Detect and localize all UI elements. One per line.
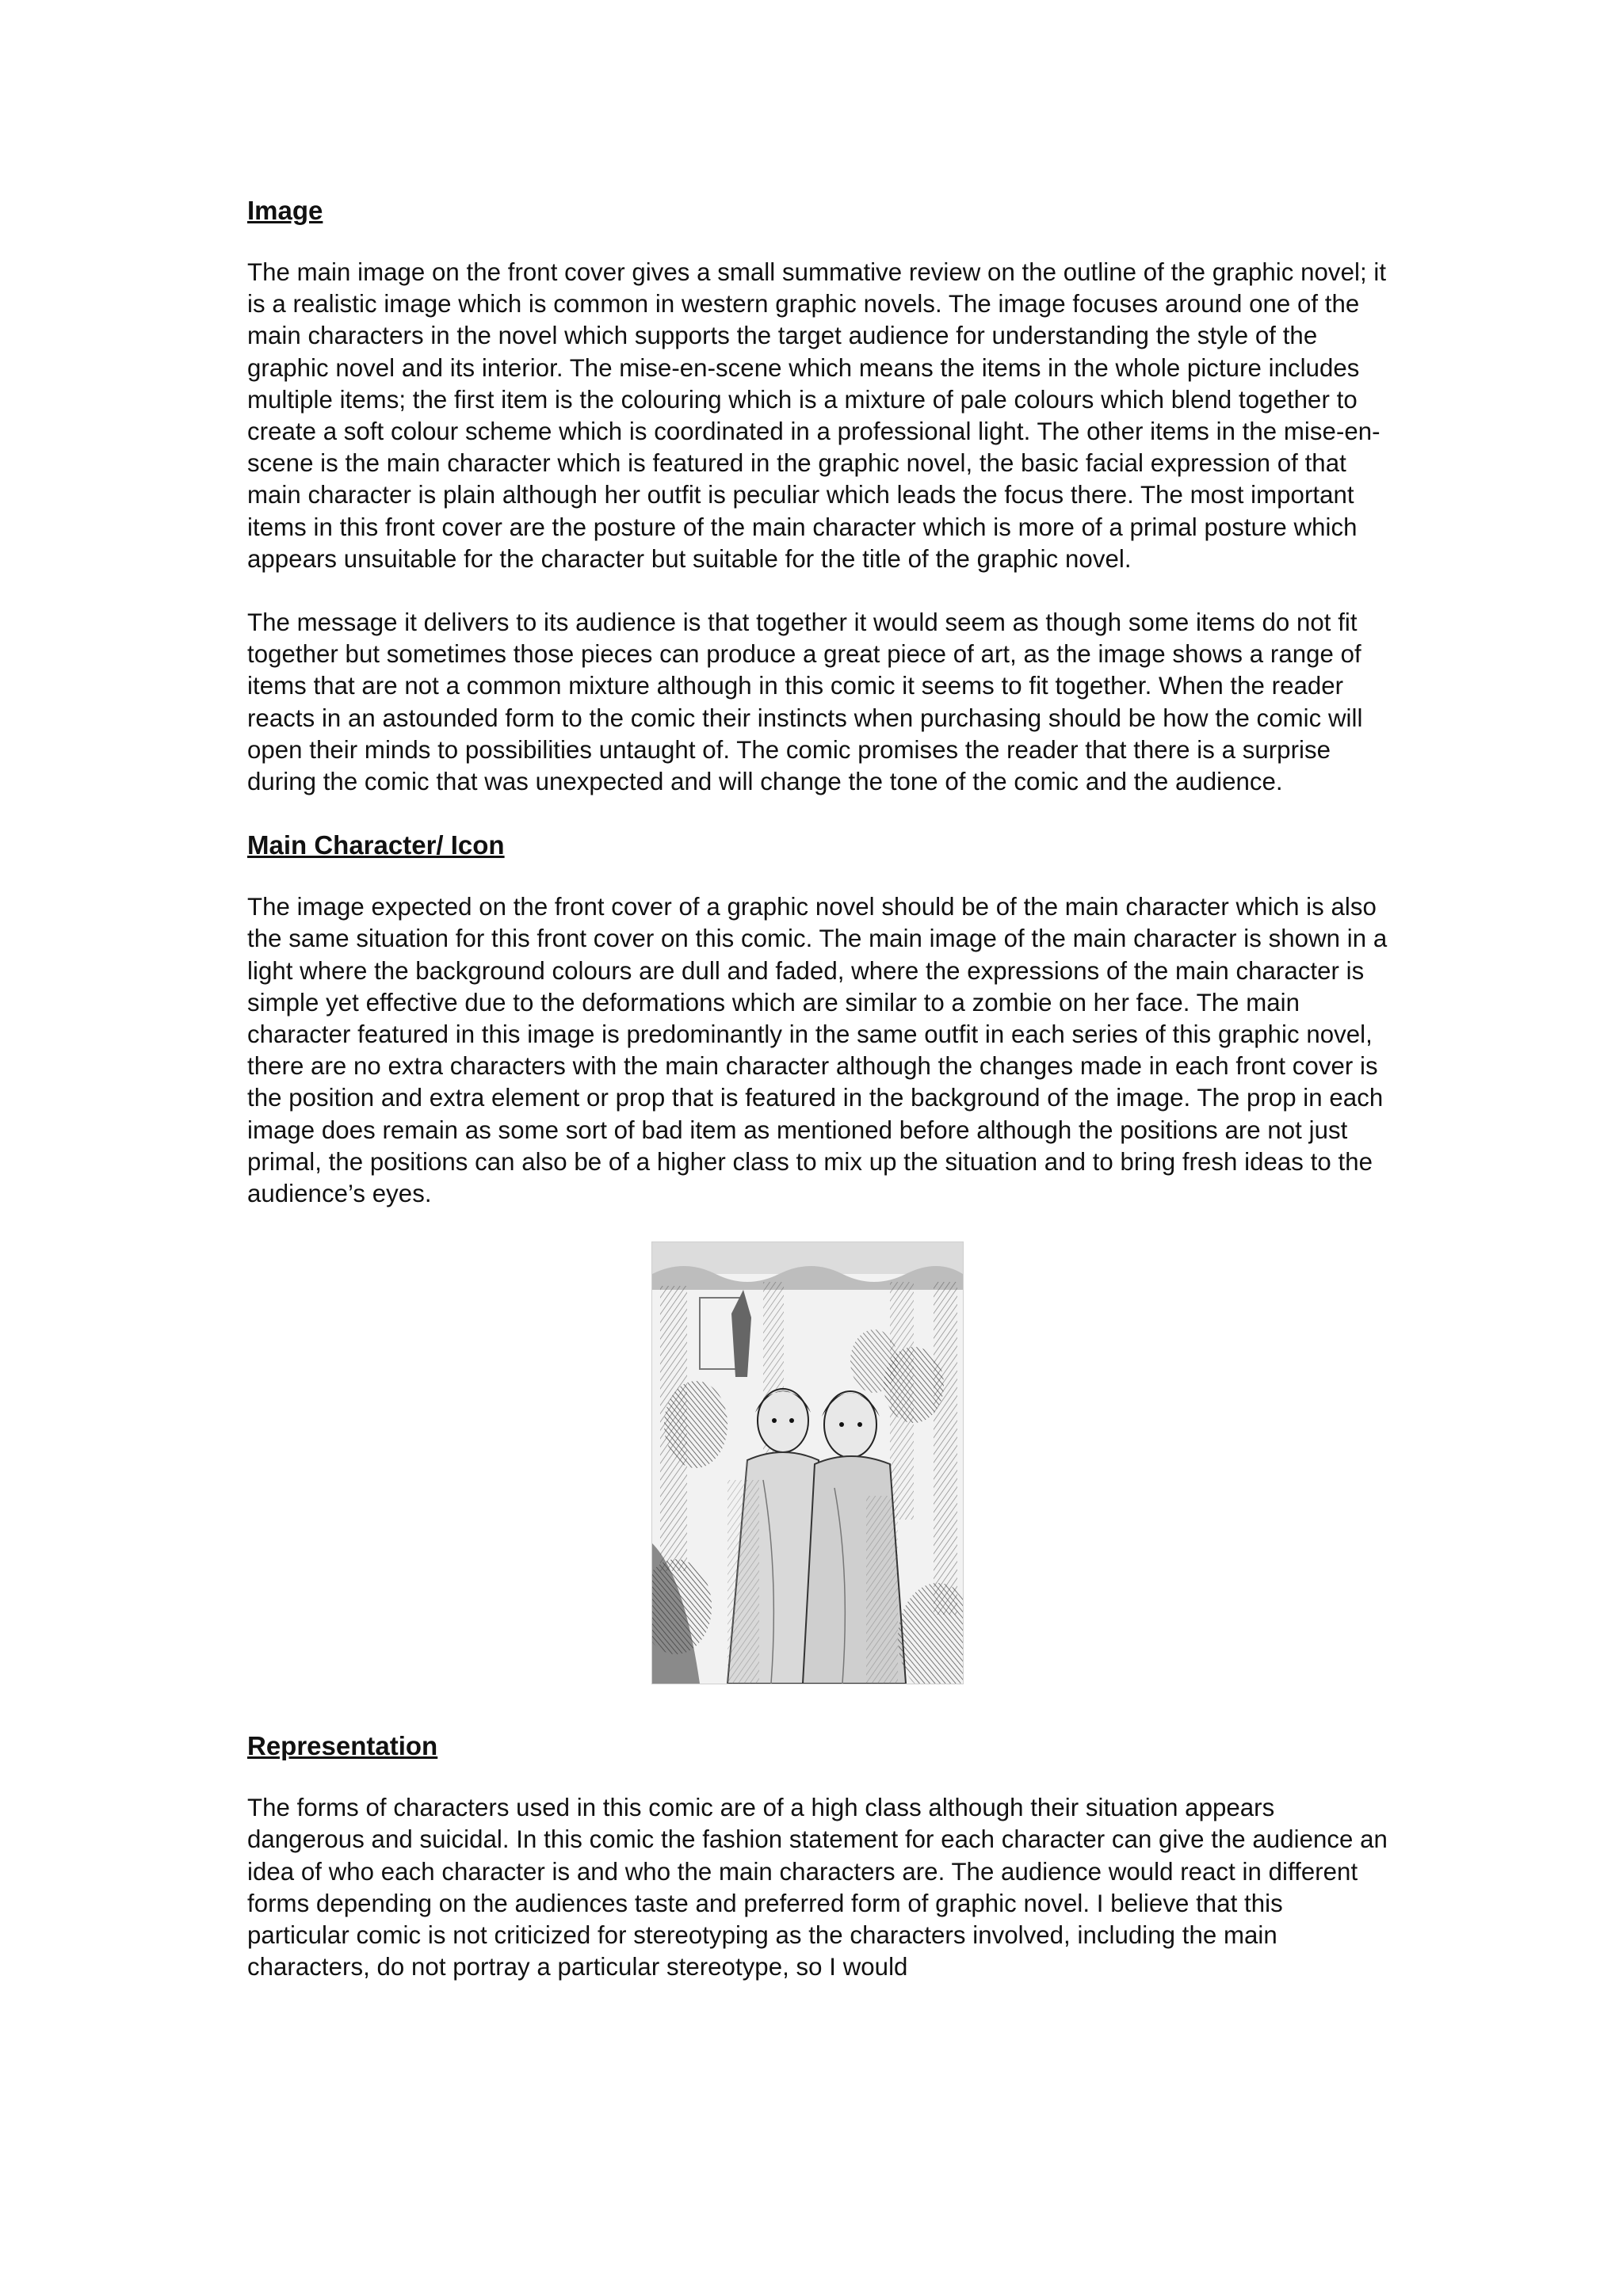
figure-container xyxy=(247,1241,1388,1684)
section-heading-main-character: Main Character/ Icon xyxy=(247,830,505,860)
main-character-paragraph: The image expected on the front cover of a graphic novel should be of the main character which is also the same situation for this front cover on this comic. The main image of the main character is shown in a light where the background colours are dull and faded, where the expressions of the main character is simple yet effective due to the deformations which are similar to a zombie on her face. The main character featured in this image is predominantly in the same outfit in each series of this graphic novel, there are no extra characters with the main character although the changes made in each front cover is the position and extra element or prop that is featured in the background of the image. The prop in each image does remain as some sort of bad item as mentioned before although the positions are not just primal, the positions can also be of a higher class to mix up the situation and to bring fresh ideas to the audience’s eyes. xyxy=(247,893,1388,1208)
image-paragraph-2: The message it delivers to its audience is that together it would seem as though some items do not fit together but sometimes those pieces can produce a great piece of art, as the image shows a range of items that are not a common mixture although in this comic it seems to fit together. When the reader reacts in an astounded form to the comic their instincts when purchasing should be how the comic will open their minds to possibilities untaught of. The comic promises the reader that there is a surprise during the comic that was unexpected and will change the tone of the comic and the audience. xyxy=(247,608,1363,796)
document-page xyxy=(247,195,1388,2016)
representation-paragraph: The forms of characters used in this comic are of a high class although their situation appears dangerous and suicidal. In this comic the fashion statement for each character can give the audience an idea of who each character is and who the main characters are. The audience would react in different forms depending on the audiences taste and preferred form of graphic novel. I believe that this particular comic is not criticized for stereotyping as the characters involved, including the main characters, do not portray a particular stereotype, so I would xyxy=(247,1794,1388,1981)
image-paragraph-1: The main image on the front cover gives a small summative review on the outline of the graphic novel; it is a realistic image which is common in western graphic novels. The image focuses around one of the main characters in the novel which supports the target audience for understanding the style of the graphic novel and its interior. The mise-en-scene which means the items in the whole picture includes multiple items; the first item is the colouring which is a mixture of pale colours which blend together to create a soft colour scheme which is coordinated in a professional light. The other items in the mise-en-scene is the main character which is featured in the graphic novel, the basic facial expression of that main character is plain although her outfit is peculiar which leads the focus there. The most important items in this front cover are the posture of the main character which is more of a primal posture which appears unsuitable for the character but suitable for the title of the graphic novel. xyxy=(247,258,1387,573)
comic-illustration-drawing xyxy=(652,1242,963,1684)
section-heading-image: Image xyxy=(247,196,323,225)
comic-cover-illustration xyxy=(651,1241,964,1684)
section-heading-representation: Representation xyxy=(247,1731,438,1761)
